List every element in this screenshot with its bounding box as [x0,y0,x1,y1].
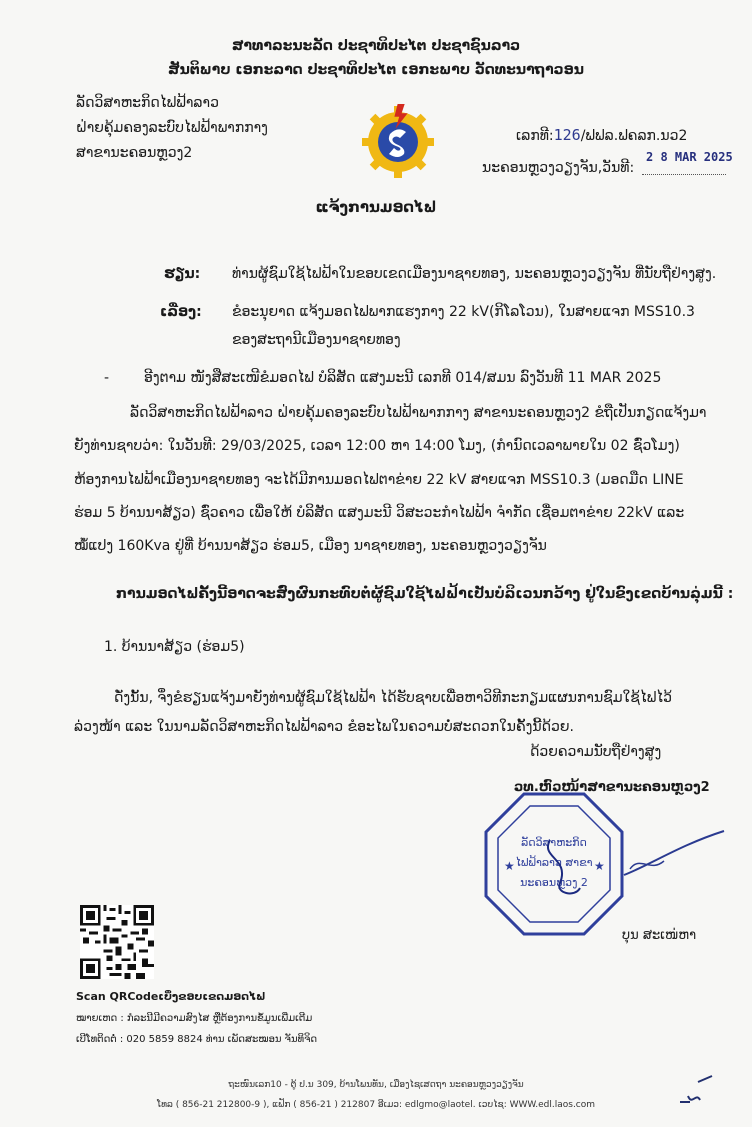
stamp-line-3: ນະຄອນຫຼວງ 2 [520,876,588,889]
affected-item-1: 1. ບ້ານນາສ້ຽວ (ຮ່ອມ5) [104,639,245,655]
org-name: ລັດວິສາຫະກິດໄຟຟ້າລາວ [76,95,219,111]
qr-note: ໝາຍເຫດ : ກໍລະນີມີຄວາມສົງໄສ ຫຼືຕ້ອງການຂໍ້ມູນເພີ່ມເຕີມ [76,1013,313,1024]
svg-text:★: ★ [504,859,515,873]
to-label: ຮຽນ: [164,266,201,282]
signature-icon [620,825,730,885]
official-stamp-icon [480,788,628,940]
contact-phone: ເບີໂທຕິດຕໍ່ : 020 5859 8824 ທ່ານ ເພັດສະໝອນ ຈັນທິຈິດ [76,1034,318,1045]
org-department: ຝ່າຍຄຸ້ມຄອງລະບົບໄຟຟ້າພາກກາງ [76,120,268,136]
body-line-5: ໝໍ້ແປງ 160Kva ຢູ່ທີ່ ບ້ານນາສ້ຽວ ຮ່ອມ5, ເມືອງ ນາຊາຍທອງ, ນະຄອນຫຼວງວຽງຈັນ [74,538,547,554]
handwritten-mark-icon [676,1072,716,1110]
reference-number: ເລກທີ:126/ຟຟລ.ຟຄລກ.ນວ2 [516,126,688,144]
org-branch: ສາຂານະຄອນຫຼວງ2 [76,145,193,161]
body-line-2: ຍັງທ່ານຊາບວ່າ: ໃນວັນທີ: 29/03/2025, ເວລາ 12:00 ຫາ 14:00 ໂມງ, (ກຳນົດເວລາພາຍໃນ 02 ຊົ່ວໂມງ) [74,438,680,454]
stamp-line-2: ໄຟຟ້າລາວ ສາຂາ [515,856,593,869]
to-text: ທ່ານຜູ້ຊົມໃຊ້ໄຟຟ້າໃນຂອບເຂດເມືອງນາຊາຍທອງ, ນະຄອນຫຼວງວຽງຈັນ ທີ່ນັບຖືຢ່າງສູງ. [232,266,717,282]
closing-line-2: ລ່ວງໜ້າ ແລະ ໃນນາມລັດວິສາຫະກິດໄຟຟ້າລາວ ຂໍອະໄພໃນຄວາມບໍ່ສະດວກໃນຄັ້ງນີ້ດ້ວຍ. [74,719,574,735]
subject-label: ເລື່ອງ: [160,304,202,320]
body-line-1: ລັດວິສາຫະກິດໄຟຟ້າລາວ ຝ່າຍຄຸ້ມຄອງລະບົບໄຟຟ້າພາກກາງ ສາຂານະຄອນຫຼວງ2 ຂໍຖືເປັນກຽດແຈ້ງມາ [130,405,707,421]
date-stamp: 2 8 MAR 2025 [646,150,733,164]
qr-caption: Scan QRCodeເບິ່ງຂອບເຂດມອດໄຟ [76,990,266,1003]
qr-code-icon[interactable] [80,905,154,979]
reference-bullet: - [104,370,110,386]
svg-text:★: ★ [594,859,605,873]
national-motto: ສັນຕິພາບ ເອກະລາດ ປະຊາທິປະໄຕ ເອກະພາບ ວັດທະນາຖາວອນ [168,62,584,78]
subject-line-2: ຂອງສະຖານີເມືອງນາຊາຍທອງ [232,332,401,348]
stamp-line-1: ລັດວິສາຫະກິດ [521,836,587,849]
regards: ດ້ວຍຄວາມນັບຖືຢ່າງສູງ [530,744,662,760]
place-date-label: ນະຄອນຫຼວງວຽງຈັນ,ວັນທີ: [482,160,635,176]
reference-doc-text: ອີງຕາມ ໜັງສືສະເໜີຂໍມອດໄຟ ບໍລິສັດ ແສງມະນີ ເລກທີ 014/ສມນ ລົງວັນທີ 11 MAR 2025 [144,370,662,386]
signer-name: ບຸນ ສະເໜ່ຫາ [622,928,697,943]
signer-title: ວທ.ຫົວໜ້າສາຂານະຄອນຫຼວງ2 [514,780,710,795]
national-header: ສາທາລະນະລັດ ປະຊາທິປະໄຕ ປະຊາຊົນລາວ [231,38,521,54]
footer-address: ຖະໜົນເລກ10 - ຕູ້ ປ.ນ 309, ບ້ານໂພນທັນ, ເມືອງໄຊເສດຖາ ນະຄອນຫຼວງວຽງຈັນ [228,1080,524,1090]
closing-line-1: ດັ່ງນັ້ນ, ຈຶ່ງຂໍຮຽນແຈ້ງມາຍັງທ່ານຜູ້ຊົມໃຊ້ໄຟຟ້າ ໄດ້ຮັບຊາບເພື່ອຫາວິທີກະກຽມແຜນການຊົມໃຊ້ໄຟໄວ້ [114,690,673,706]
affected-heading: ການມອດໄຟຄັ້ງນີ້ອາດຈະສົ່ງຜົນກະທົບຕໍ່ຜູ້ຊົມໃຊ້ໄຟຟ້າເປັນບໍລິເວນກວ້າງ ຢູ່ໃນຂົງເຂດບ້ານລຸ່ມນີ້ : [116,586,734,602]
footer-contact: ໂທລ ( 856-21 212800-9 ), ແຟັກ ( 856-21 ) 212807 ອີເມວ: edlgmo@laotel. ເວບໄຊ: WWW.edl.laos.com [156,1100,596,1110]
body-line-4: ຮ່ອມ 5 ບ້ານນາສ້ຽວ) ຊົ່ວຄາວ ເພື່ອໃຫ້ ບໍລິສັດ ແສງມະນີ ວິສະວະກຳໄຟຟ້າ ຈຳກັດ ເຊື່ອມຕາຂ່າຍ 22kV ແລະ [74,505,685,521]
subject-line-1: ຂໍອະນຸຍາດ ແຈ້ງມອດໄຟພາກແຮງກາງ 22 kV(ກິໂລໂວນ), ໃນສາຍແຈກ MSS10.3 [232,304,695,320]
edl-logo-icon [360,104,436,180]
document-title: ແຈ້ງການມອດໄຟ [315,198,437,216]
body-line-3: ຫ້ອງການໄຟຟ້າເມືອງນາຊາຍທອງ ຈະໄດ້ມີການມອດໄຟຕາຂ່າຍ 22 kV ສາຍແຈກ MSS10.3 (ມອດມືດ LINE [74,472,684,488]
date-underline [642,174,726,175]
